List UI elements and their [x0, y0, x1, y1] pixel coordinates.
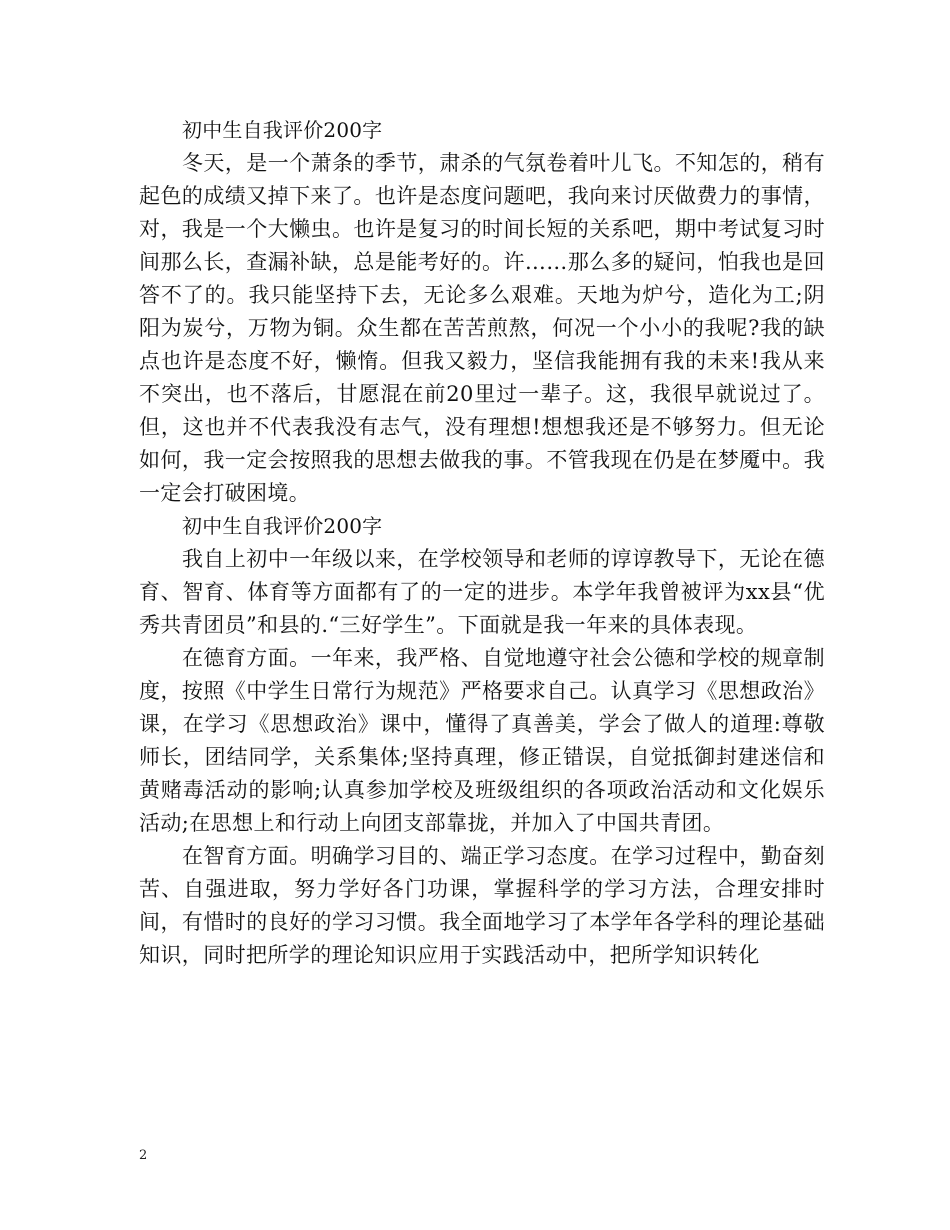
- document-body: [139, 114, 825, 972]
- body-paragraph: 我自上初中一年级以来，在学校领导和老师的谆谆教导下，无论在德育、智育、体育等方面都有了的一定的进步。本学年我曾被评为xx县“优秀共青团员”和县的.“三好学生”。下面就是我一年来的具体表现。: [139, 547, 825, 637]
- body-paragraph: 在德育方面。一年来，我严格、自觉地遵守社会公德和学校的规章制度，按照《中学生日常行为规范》严格要求自己。认真学习《思想政治》课，在学习《思想政治》课中，懂得了真善美，学会了做人的道理:尊敬师长，团结同学，关系集体;坚持真理，修正错误，自觉抵御封建迷信和黄赌毒活动的影响;认真参加学校及班级组织的各项政治活动和文化娱乐活动;在思想上和行动上向团支部靠拢，并加入了中国共青团。: [139, 646, 825, 835]
- section-heading: 初中生自我评价200字: [182, 118, 383, 142]
- body-paragraph: 冬天，是一个萧条的季节，肃杀的气氛卷着叶儿飞。不知怎的，稍有起色的成绩又掉下来了。也许是态度问题吧，我向来讨厌做费力的事情，对，我是一个大懒虫。也许是复习的时间长短的关系吧，期中考试复习时间那么长，查漏补缺，总是能考好的。许……那么多的疑问，怕我也是回答不了的。我只能坚持下去，无论多么艰难。天地为炉兮，造化为工;阴阳为炭兮，万物为铜。众生都在苦苦煎熬，何况一个小小的我呢?我的缺点也许是态度不好，懒惰。但我又毅力，坚信我能拥有我的未来!我从来不突出，也不落后，甘愿混在前20里过一辈子。这，我很早就说过了。但，这也并不代表我没有志气，没有理想!想想我还是不够努力。但无论如何，我一定会按照我的思想去做我的事。不管我现在仍是在梦魇中。我一定会打破困境。: [139, 151, 825, 505]
- page-number: 2: [139, 1148, 148, 1163]
- body-paragraph: 在智育方面。明确学习目的、端正学习态度。在学习过程中，勤奋刻苦、自强进取，努力学好各门功课，掌握科学的学习方法，合理安排时间，有惜时的良好的学习习惯。我全面地学习了本学年各学科的理论基础知识，同时把所学的理论知识应用于实践活动中，把所学知识转化: [139, 844, 825, 967]
- section-heading: 初中生自我评价200字: [182, 514, 383, 538]
